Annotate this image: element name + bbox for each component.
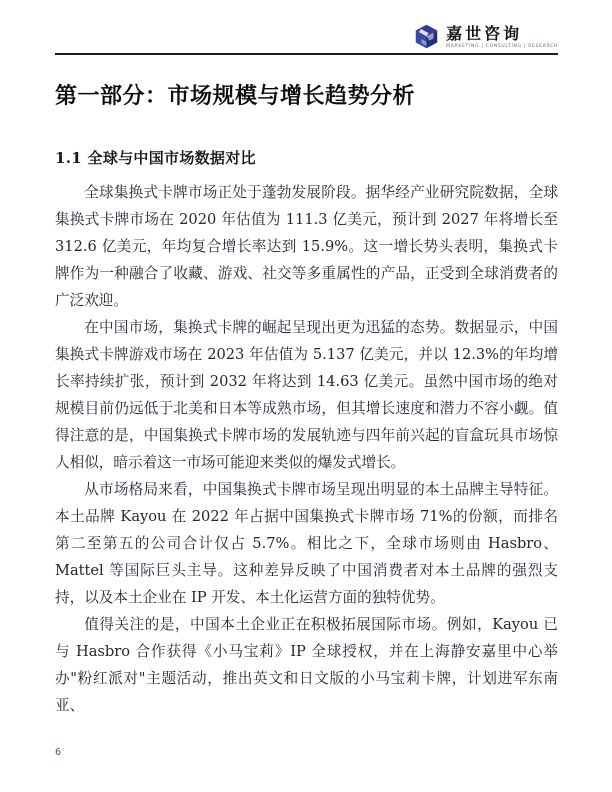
paragraph-international-expansion: 值得关注的是，中国本土企业正在积极拓展国际市场。例如，Kayou 已与 Hasbro 合作获得《小马宝莉》IP 全球授权，并在上海静安嘉里中心举办"粉红派对"主题活动，推出英文和日文版的小马宝莉卡牌，计划进军东南亚、 bbox=[55, 616, 558, 714]
company-logo-cube-icon bbox=[414, 24, 439, 49]
page-number: 6 bbox=[55, 747, 62, 758]
paragraph-china-market: 在中国市场，集换式卡牌的崛起呈现出更为迅猛的态势。数据显示，中国集换式卡牌游戏市场在 2023 年估值为 5.137 亿美元，并以 12.3%的年均增长率持续扩张，预计到 2032 年将达到 14.63 亿美元。虽然中国市场的绝对规模目前仍远低于北美和日本等成熟市场，但其增长速度和潜力不容小觑。值得注意的是，中国集换式卡牌市场的发展轨迹与四年前兴起的盲盒玩具市场惊人相似，暗示着这一市场可能迎来类似的爆发式增长。 bbox=[55, 319, 558, 471]
brand-name: 嘉世咨询 bbox=[446, 23, 523, 43]
page-header bbox=[55, 24, 558, 55]
section-heading: 1.1 全球与中国市场数据对比 bbox=[55, 149, 256, 167]
paragraph-market-structure: 从市场格局来看，中国集换式卡牌市场呈现出明显的本土品牌主导特征。本土品牌 Kayou 在 2022 年占据中国集换式卡牌市场 71%的份额，而排名第二至第五的公司合计仅占 5.7%。相比之下，全球市场则由 Hasbro、Mattel 等国际巨头主导。这种差异反映了中国消费者对本土品牌的强烈支持，以及本土企业在 IP 开发、本土化运营方面的独特优势。 bbox=[55, 481, 558, 606]
document-body bbox=[55, 179, 558, 719]
paragraph-global-market: 全球集换式卡牌市场正处于蓬勃发展阶段。据华经产业研究院数据，全球集换式卡牌市场在 2020 年估值为 111.3 亿美元，预计到 2027 年将增长至 312.6 亿美元，年均复合增长率达到 15.9%。这一增长势头表明，集换式卡牌作为一种融合了收藏、游戏、社交等多重属性的产品，正受到全球消费者的广泛欢迎。 bbox=[55, 184, 558, 309]
brand-subtitle: MARKETING | CONSULTING | RESEARCH bbox=[446, 43, 558, 49]
document-title: 第一部分：市场规模与增长趋势分析 bbox=[55, 83, 416, 109]
brand-block bbox=[414, 24, 558, 49]
brand-text bbox=[446, 25, 558, 49]
